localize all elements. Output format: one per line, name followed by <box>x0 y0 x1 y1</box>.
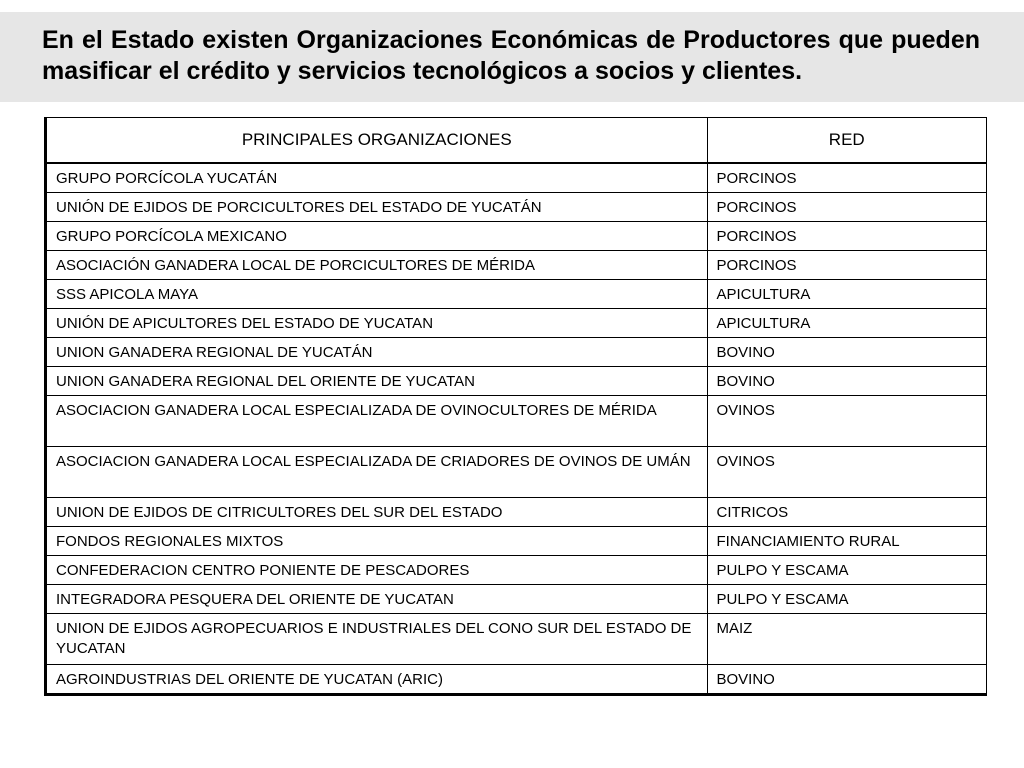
red-cell: PORCINOS <box>707 251 986 280</box>
organization-cell: SSS APICOLA MAYA <box>47 280 707 309</box>
table-row <box>47 498 986 527</box>
organization-cell: FONDOS REGIONALES MIXTOS <box>47 527 707 556</box>
organization-cell: INTEGRADORA PESQUERA DEL ORIENTE DE YUCATAN <box>47 585 707 614</box>
organizations-table-frame <box>44 117 987 696</box>
red-cell: CITRICOS <box>707 498 986 527</box>
red-cell: BOVINO <box>707 367 986 396</box>
table-row <box>47 447 986 498</box>
table-row <box>47 585 986 614</box>
table-row <box>47 251 986 280</box>
red-cell: BOVINO <box>716 671 775 688</box>
table-row <box>47 556 986 585</box>
table-row <box>47 614 986 665</box>
red-cell: APICULTURA <box>707 280 986 309</box>
organization-cell: GRUPO PORCÍCOLA MEXICANO <box>47 222 707 251</box>
organization-cell: UNION GANADERA REGIONAL DE YUCATÁN <box>47 338 707 367</box>
red-cell: OVINOS <box>707 447 986 498</box>
column-header-red: RED <box>707 118 986 163</box>
organization-cell: UNIÓN DE APICULTORES DEL ESTADO DE YUCATAN <box>47 309 707 338</box>
table-row <box>47 338 986 367</box>
organization-cell: ASOCIACION GANADERA LOCAL ESPECIALIZADA DE OVINOCULTORES DE MÉRIDA <box>47 396 707 447</box>
table-row <box>47 163 986 193</box>
red-cell: FINANCIAMIENTO RURAL <box>707 527 986 556</box>
table-row <box>47 280 986 309</box>
organizations-table <box>47 118 986 693</box>
table-row <box>47 396 986 447</box>
red-cell: PULPO Y ESCAMA <box>707 585 986 614</box>
red-cell: PORCINOS <box>707 163 986 193</box>
organization-cell: UNION DE EJIDOS AGROPECUARIOS E INDUSTRIALES DEL CONO SUR DEL ESTADO DE YUCATAN <box>47 614 707 665</box>
organization-cell: UNION GANADERA REGIONAL DEL ORIENTE DE YUCATAN <box>47 367 707 396</box>
red-cell: PORCINOS <box>707 193 986 222</box>
organization-cell: AGROINDUSTRIAS DEL ORIENTE DE YUCATAN (ARIC) <box>47 665 707 694</box>
table-row <box>47 193 986 222</box>
organization-cell: ASOCIACION GANADERA LOCAL ESPECIALIZADA DE CRIADORES DE OVINOS DE UMÁN <box>47 447 707 498</box>
table-row <box>47 222 986 251</box>
red-cell: OVINOS <box>707 396 986 447</box>
red-cell: BOVINO <box>707 338 986 367</box>
table-header-row <box>47 118 986 163</box>
organization-cell: ASOCIACIÓN GANADERA LOCAL DE PORCICULTORES DE MÉRIDA <box>47 251 707 280</box>
red-cell: APICULTURA <box>707 309 986 338</box>
page-heading: En el Estado existen Organizaciones Económicas de Productores que pueden masificar el crédito y servicios tecnológicos a socios y clientes. <box>42 26 980 85</box>
organization-cell: GRUPO PORCÍCOLA YUCATÁN <box>47 163 707 193</box>
red-cell: MAIZ <box>707 614 986 665</box>
organization-cell: UNION DE EJIDOS DE CITRICULTORES DEL SUR DEL ESTADO <box>47 498 707 527</box>
organization-cell: CONFEDERACION CENTRO PONIENTE DE PESCADORES <box>47 556 707 585</box>
red-cell: PULPO Y ESCAMA <box>707 556 986 585</box>
red-cell: PORCINOS <box>707 222 986 251</box>
organization-cell: UNIÓN DE EJIDOS DE PORCICULTORES DEL ESTADO DE YUCATÁN <box>47 193 707 222</box>
column-header-organizations: PRINCIPALES ORGANIZACIONES <box>47 118 707 163</box>
table-row <box>47 309 986 338</box>
table-row <box>47 665 986 694</box>
table-row <box>47 367 986 396</box>
table-row <box>47 527 986 556</box>
